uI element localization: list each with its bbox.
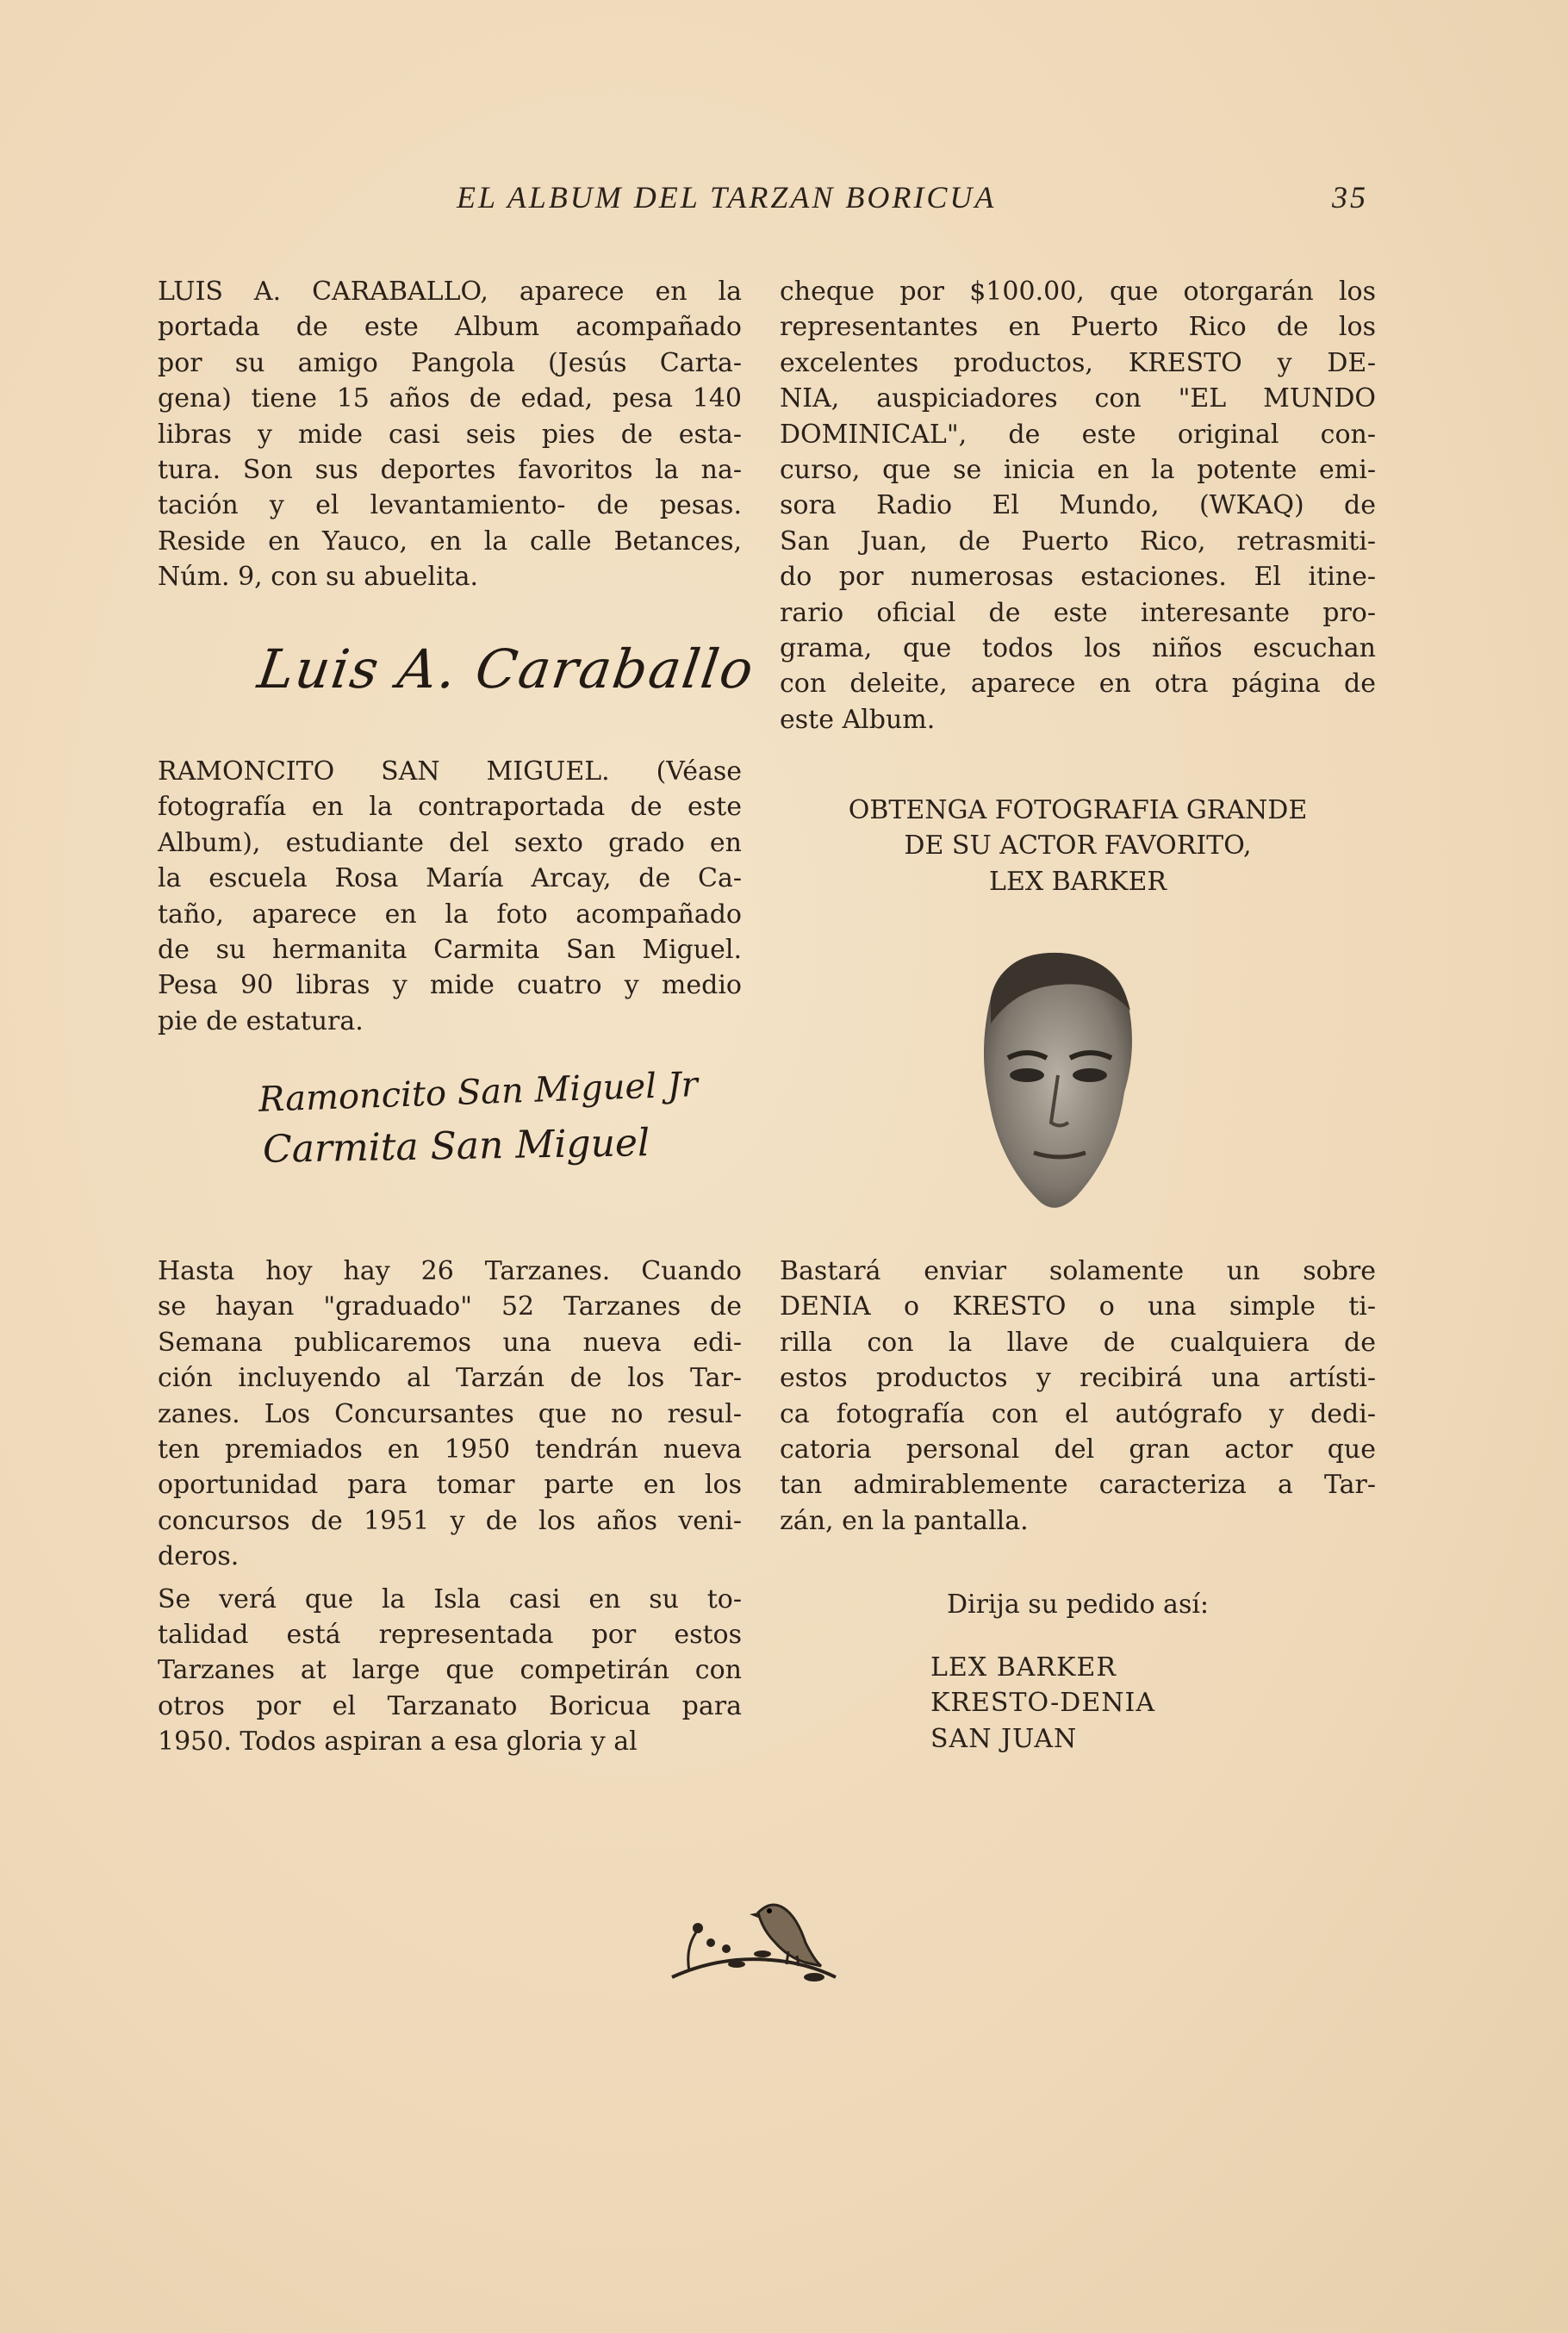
text-line: Núm. 9, con su abuelita. bbox=[158, 562, 479, 593]
text-line: San Juan, de Puerto Rico, retrasmiti- bbox=[780, 526, 1376, 557]
text-line: grama, que todos los niños escuchan bbox=[780, 633, 1376, 664]
text-line: ca fotografía con el autógrafo y dedi- bbox=[780, 1398, 1376, 1429]
text-line: tación y el levantamiento- de pesas. bbox=[158, 490, 742, 521]
text-line: rilla con la llave de cualquiera de bbox=[780, 1327, 1376, 1358]
text-line: ción incluyendo al Tarzán de los Tar- bbox=[158, 1363, 742, 1394]
header-title: EL ALBUM DEL TARZAN BORICUA bbox=[457, 180, 997, 215]
lex-barker-portrait bbox=[965, 946, 1146, 1222]
page-number: 35 bbox=[1332, 180, 1368, 215]
text-line: pie de estatura. bbox=[158, 1005, 364, 1036]
text-line: catoria personal del gran actor que bbox=[780, 1434, 1376, 1465]
text-line: Reside en Yauco, en la calle Betances, bbox=[158, 526, 742, 557]
text-line: do por numerosas estaciones. El itine- bbox=[780, 562, 1376, 593]
text-line: Album), estudiante del sexto grado en bbox=[158, 827, 742, 858]
text-line: NIA, auspiciadores con "EL MUNDO bbox=[780, 383, 1376, 414]
offer-heading-line: LEX BARKER bbox=[989, 866, 1167, 897]
text-line: Se verá que la Isla casi en su to- bbox=[158, 1583, 742, 1614]
offer-heading-line: DE SU ACTOR FAVORITO, bbox=[904, 831, 1252, 862]
paragraph-text bbox=[158, 1254, 742, 1575]
text-line: 1950. Todos aspiran a esa gloria y al bbox=[158, 1726, 638, 1758]
text-line: taño, aparece en la foto acompañado bbox=[158, 899, 742, 930]
text-line: concursos de 1951 y de los años veni- bbox=[158, 1505, 742, 1536]
text-line: deros. bbox=[158, 1541, 240, 1572]
text-line: oportunidad para tomar parte en los bbox=[158, 1470, 742, 1501]
mailing-address bbox=[930, 1650, 1155, 1757]
order-instruction: Dirija su pedido así: bbox=[946, 1590, 1210, 1620]
text-line: tura. Son sus deportes favoritos la na- bbox=[158, 455, 742, 486]
paragraph-ramoncito bbox=[158, 754, 742, 1039]
paragraph-text bbox=[780, 1254, 1376, 1539]
text-line: LUIS A. CARABALLO, aparece en la bbox=[158, 277, 742, 307]
text-line: zanes. Los Concursantes que no resul- bbox=[158, 1398, 742, 1429]
paragraph-text bbox=[158, 274, 742, 595]
text-line: Pesa 90 libras y mide cuatro y medio bbox=[158, 970, 742, 1001]
text-line: este Album. bbox=[780, 704, 936, 735]
signature-ramoncito: Ramoncito San Miguel Jr bbox=[258, 1065, 699, 1120]
text-line: curso, que se inicia en la potente emi- bbox=[780, 455, 1376, 486]
text-line: Bastará enviar solamente un sobre bbox=[780, 1256, 1376, 1286]
address-line: LEX BARKER bbox=[930, 1652, 1117, 1683]
address-line: KRESTO-DENIA bbox=[930, 1688, 1156, 1719]
text-line: con deleite, aparece en otra página de bbox=[780, 669, 1376, 700]
text-line: zán, en la pantalla. bbox=[780, 1505, 1029, 1536]
signature-caraballo: Luis A. Caraballo bbox=[253, 638, 759, 700]
paragraph-text bbox=[158, 1582, 742, 1760]
paragraph-hasta-hoy bbox=[158, 1254, 742, 1760]
text-line: libras y mide casi seis pies de esta- bbox=[158, 419, 742, 450]
text-line: cheque por $100.00, que otorgarán los bbox=[780, 277, 1376, 307]
text-line: la escuela Rosa María Arcay, de Ca- bbox=[158, 863, 742, 894]
paragraph-text bbox=[780, 274, 1376, 737]
text-line: DOMINICAL", de este original con- bbox=[780, 419, 1376, 450]
paragraph-cheque bbox=[780, 274, 1376, 737]
text-line: ten premiados en 1950 tendrán nueva bbox=[158, 1434, 742, 1465]
paragraph-text bbox=[158, 754, 742, 1039]
address-line: SAN JUAN bbox=[930, 1723, 1078, 1754]
text-line: rario oficial de este interesante pro- bbox=[780, 597, 1376, 628]
text-line: DENIA o KRESTO o una simple ti- bbox=[780, 1291, 1376, 1322]
text-line: Tarzanes at large que competirán con bbox=[158, 1655, 742, 1686]
text-line: fotografía en la contraportada de este bbox=[158, 792, 742, 823]
text-line: estos productos y recibirá una artísti- bbox=[780, 1363, 1376, 1394]
bird-ornament-icon bbox=[668, 1895, 840, 1990]
offer-heading-line: OBTENGA FOTOGRAFIA GRANDE bbox=[848, 795, 1308, 825]
text-line: se hayan "graduado" 52 Tarzanes de bbox=[158, 1291, 742, 1322]
signature-carmita: Carmita San Miguel bbox=[262, 1121, 650, 1172]
text-line: otros por el Tarzanato Boricua para bbox=[158, 1690, 742, 1721]
offer-heading bbox=[780, 793, 1376, 899]
text-line: excelentes productos, KRESTO y DE- bbox=[780, 347, 1376, 378]
text-line: de su hermanita Carmita San Miguel. bbox=[158, 935, 742, 966]
text-line: sora Radio El Mundo, (WKAQ) de bbox=[780, 490, 1376, 521]
text-line: representantes en Puerto Rico de los bbox=[780, 312, 1376, 343]
text-line: talidad está representada por estos bbox=[158, 1620, 742, 1651]
text-line: por su amigo Pangola (Jesús Carta- bbox=[158, 347, 742, 378]
text-line: RAMONCITO SAN MIGUEL. (Véase bbox=[158, 756, 742, 787]
running-header bbox=[155, 179, 1378, 222]
text-line: Semana publicaremos una nueva edi- bbox=[158, 1327, 742, 1358]
text-line: Hasta hoy hay 26 Tarzanes. Cuando bbox=[158, 1256, 742, 1286]
text-line: portada de este Album acompañado bbox=[158, 312, 742, 343]
text-line: gena) tiene 15 años de edad, pesa 140 bbox=[158, 383, 742, 414]
text-line: tan admirablemente caracteriza a Tar- bbox=[780, 1470, 1376, 1501]
paragraph-caraballo bbox=[158, 274, 742, 595]
paragraph-fotografia bbox=[780, 1254, 1376, 1539]
